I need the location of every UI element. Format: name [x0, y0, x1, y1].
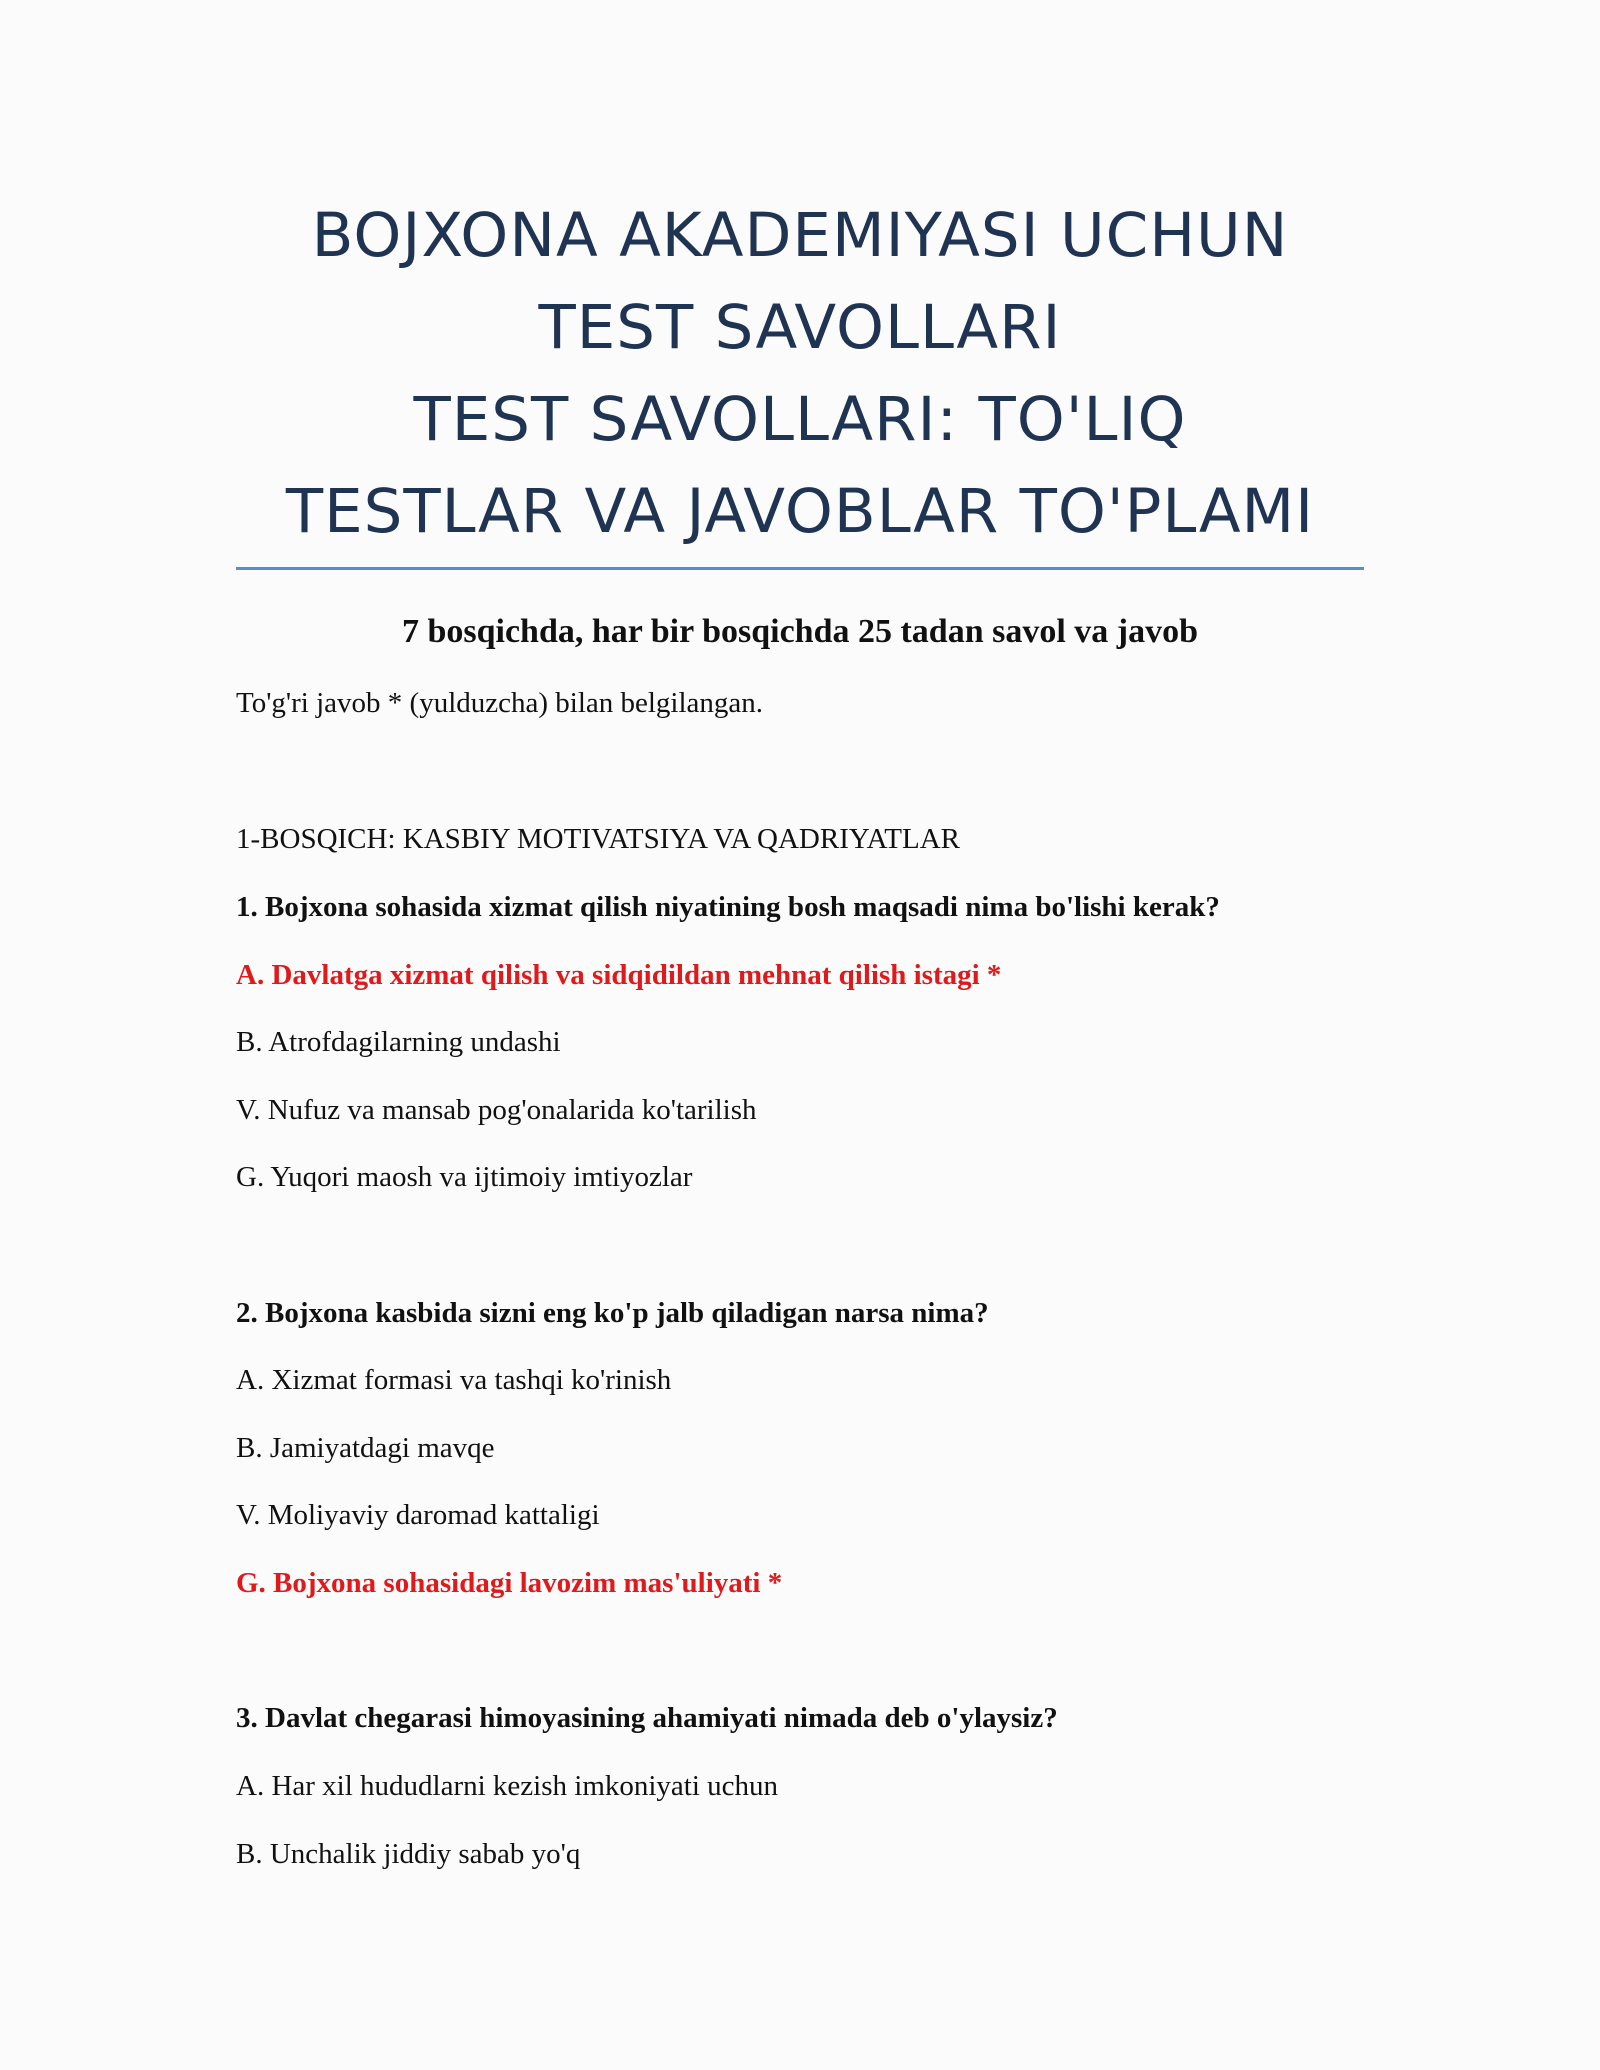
question-1-option-v: V. Nufuz va mansab pog'onalarida ko'tarilish	[236, 1094, 757, 1126]
question-2: 2. Bojxona kasbida sizni eng ko'p jalb qiladigan narsa nima?	[236, 1297, 989, 1329]
question-3: 3. Davlat chegarasi himoyasining ahamiyati nimada deb o'ylaysiz?	[236, 1702, 1058, 1734]
document-subtitle: 7 bosqichda, har bir bosqichda 25 tadan savol va javob	[401, 613, 1199, 650]
question-1-option-a-correct: A. Davlatga xizmat qilish va sidqidildan mehnat qilish istagi *	[236, 959, 1002, 991]
title-line-3: TEST SAVOLLARI: TO'LIQ	[413, 384, 1187, 455]
answer-key-note: To'g'ri javob * (yulduzcha) bilan belgilangan.	[236, 687, 764, 719]
question-3-option-b: B. Unchalik jiddiy sabab yo'q	[236, 1838, 581, 1870]
question-2-option-g-correct: G. Bojxona sohasidagi lavozim mas'uliyati *	[236, 1567, 783, 1599]
question-1-option-g: G. Yuqori maosh va ijtimoiy imtiyozlar	[236, 1161, 693, 1193]
question-2-option-v: V. Moliyaviy daromad kattaligi	[236, 1499, 600, 1531]
title-divider	[236, 567, 1364, 570]
question-1: 1. Bojxona sohasida xizmat qilish niyatining bosh maqsadi nima bo'lishi kerak?	[236, 891, 1220, 923]
question-3-option-a: A. Har xil hududlarni kezish imkoniyati uchun	[236, 1770, 779, 1802]
title-line-1: BOJXONA AKADEMIYASI UCHUN	[311, 200, 1289, 271]
title-line-4: TESTLAR VA JAVOBLAR TO'PLAMI	[285, 476, 1315, 547]
question-2-option-b: B. Jamiyatdagi mavqe	[236, 1432, 495, 1464]
section-heading: 1-BOSQICH: KASBIY MOTIVATSIYA VA QADRIYATLAR	[236, 823, 961, 855]
document-title	[236, 190, 1364, 558]
question-2-option-a: A. Xizmat formasi va tashqi ko'rinish	[236, 1364, 672, 1396]
question-1-option-b: B. Atrofdagilarning undashi	[236, 1026, 561, 1058]
title-line-2: TEST SAVOLLARI	[538, 292, 1062, 363]
